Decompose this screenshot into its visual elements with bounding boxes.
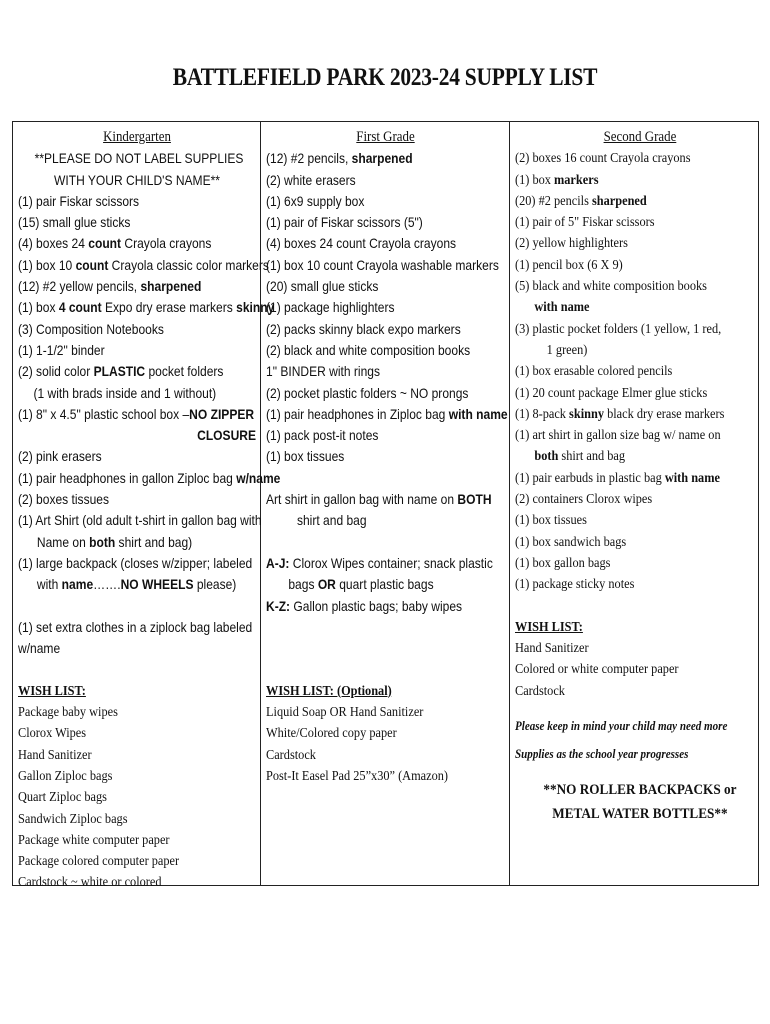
list-item: with name (534, 300, 590, 316)
keep-in-mind-note: Please keep in mind your child may need more (515, 718, 728, 734)
wish-item: Clorox Wipes (18, 726, 87, 742)
wish-item: Sandwich Ziploc bags (18, 811, 128, 827)
wish-item: Hand Sanitizer (515, 641, 589, 657)
list-item: (4) boxes 24 count Crayola crayons (18, 235, 212, 252)
list-item: (1) box gallon bags (515, 555, 611, 571)
k-z-note: K-Z: Gallon plastic bags; baby wipes (266, 597, 463, 614)
art-shirt-note: Art shirt in gallon bag with name on BOTH (266, 491, 492, 508)
list-item: (1) 8-pack skinny black dry erase markers (515, 406, 725, 422)
list-item: (1) pencil box (6 X 9) (515, 257, 623, 273)
wish-item: Package colored computer paper (18, 854, 180, 870)
list-item: (1) pair Fiskar scissors (18, 192, 140, 209)
list-item: (2) packs skinny black expo markers (266, 320, 461, 337)
kindergarten-column (13, 122, 281, 891)
list-item: (12) #2 yellow pencils, sharpened (18, 278, 202, 295)
list-item: (4) boxes 24 count Crayola crayons (266, 235, 457, 252)
wish-item: Quart Ziploc bags (18, 790, 107, 806)
list-item: (20) #2 pencils sharpened (515, 193, 647, 209)
list-item: (15) small glue sticks (18, 214, 131, 231)
list-item: (20) small glue sticks (266, 278, 379, 295)
list-item: (2) boxes tissues (18, 491, 110, 508)
wish-item: Post-It Easel Pad 25”x30” (Amazon) (266, 768, 449, 784)
wish-item: Hand Sanitizer (18, 747, 92, 763)
list-item: (1) pair earbuds in plastic bag with name (515, 470, 720, 486)
list-item: 1 green) (546, 342, 588, 358)
wish-item: Liquid Soap OR Hand Sanitizer (266, 705, 424, 721)
list-item: (3) Composition Notebooks (18, 320, 164, 337)
no-metal-bottles-notice: METAL WATER BOTTLES** (552, 806, 728, 823)
wish-item: Package baby wipes (18, 705, 118, 721)
list-item: (2) pink erasers (18, 448, 102, 465)
list-item: (1) box 10 count Crayola classic color markers (18, 256, 269, 273)
list-item: with name…….NO WHEELS please) (36, 576, 237, 593)
wish-item: Colored or white computer paper (515, 662, 679, 678)
second-grade-column (510, 122, 769, 885)
list-item: (2) white erasers (266, 171, 356, 188)
list-item: (1) box erasable colored pencils (515, 364, 673, 380)
list-item: CLOSURE (197, 427, 256, 444)
list-item: (1) pair of 5" Fiskar scissors (515, 215, 655, 231)
wish-item: Package white computer paper (18, 832, 170, 848)
list-item: (1) pair headphones in gallon Ziploc bag w/name (18, 469, 281, 486)
list-item: 1" BINDER with rings (266, 363, 381, 380)
first-grade-column (261, 122, 510, 885)
list-item: (1) box tissues (266, 448, 345, 465)
wish-item: Cardstock (266, 747, 316, 763)
wish-list-header: WISH LIST: (18, 683, 86, 699)
list-item: (1) pair of Fiskar scissors (5") (266, 214, 423, 231)
list-item: (1) 6x9 supply box (266, 192, 365, 209)
no-roller-backpacks-notice: **NO ROLLER BACKPACKS or (543, 782, 737, 799)
list-item: (12) #2 pencils, sharpened (266, 150, 413, 167)
a-j-note: A-J: Clorox Wipes container; snack plastic (266, 554, 493, 571)
kindergarten-header: Kindergarten (103, 129, 171, 145)
list-item: (1) box sandwich bags (515, 534, 627, 550)
wish-item: White/Colored copy paper (266, 726, 397, 742)
list-item: (1) Art Shirt (old adult t-shirt in gallon bag with (18, 512, 262, 529)
list-item: (1) box 4 count Expo dry erase markers skinny (18, 299, 275, 316)
list-item: (1) large backpack (closes w/zipper; labeled (18, 554, 253, 571)
wish-list-header: WISH LIST: (515, 619, 583, 635)
first-grade-header: First Grade (356, 129, 415, 145)
list-item: (2) pocket plastic folders ~ NO prongs (266, 384, 469, 401)
list-item: (3) plastic pocket folders (1 yellow, 1 red, (515, 321, 722, 337)
list-item: (1) 1-1/2" binder (18, 341, 105, 358)
page-title: BATTLEFIELD PARK 2023-24 SUPPLY LIST (172, 64, 598, 91)
list-item: (5) black and white composition books (515, 279, 707, 295)
list-item: (1) pack post-it notes (266, 427, 379, 444)
wish-list-header: WISH LIST: (Optional) (266, 683, 392, 699)
wish-item: Gallon Ziploc bags (18, 768, 113, 784)
keep-in-mind-note-2: Supplies as the school year progresses (515, 746, 689, 762)
list-item: (1) 20 count package Elmer glue sticks (515, 385, 708, 401)
list-item: (1) box markers (515, 172, 599, 188)
a-j-note-2: bags OR quart plastic bags (288, 576, 434, 593)
list-item: both shirt and bag (534, 449, 626, 465)
list-item: Name on both shirt and bag) (36, 533, 193, 550)
list-item: (2) black and white composition books (266, 341, 471, 358)
list-item: (1) package sticky notes (515, 577, 635, 593)
list-item: (1) 8" x 4.5" plastic school box –NO ZIPPER (18, 405, 255, 422)
list-item: (1) package highlighters (266, 299, 395, 316)
list-item: (1) art shirt in gallon size bag w/ name on (515, 428, 721, 444)
no-label-note: **PLEASE DO NOT LABEL SUPPLIES (34, 150, 244, 167)
wish-item: Cardstock ~ white or colored (18, 875, 162, 891)
list-item: (2) boxes 16 count Crayola crayons (515, 151, 691, 167)
list-item: w/name (18, 640, 61, 657)
no-label-note-2: WITH YOUR CHILD'S NAME** (54, 171, 220, 188)
supply-table (12, 121, 759, 891)
list-item: (2) containers Clorox wipes (515, 492, 653, 508)
list-item: (1) pair headphones in Ziploc bag with name (266, 405, 508, 422)
list-item: (1) box 10 count Crayola washable markers (266, 256, 499, 273)
list-item: (2) solid color PLASTIC pocket folders (18, 363, 224, 380)
second-grade-header: Second Grade (603, 129, 677, 145)
list-item: (1 with brads inside and 1 without) (33, 384, 217, 401)
list-item: (1) set extra clothes in a ziplock bag labeled (18, 618, 253, 635)
list-item: (2) yellow highlighters (515, 236, 628, 252)
wish-item: Cardstock (515, 683, 565, 699)
art-shirt-note-2: shirt and bag (296, 512, 367, 529)
list-item: (1) box tissues (515, 513, 587, 529)
